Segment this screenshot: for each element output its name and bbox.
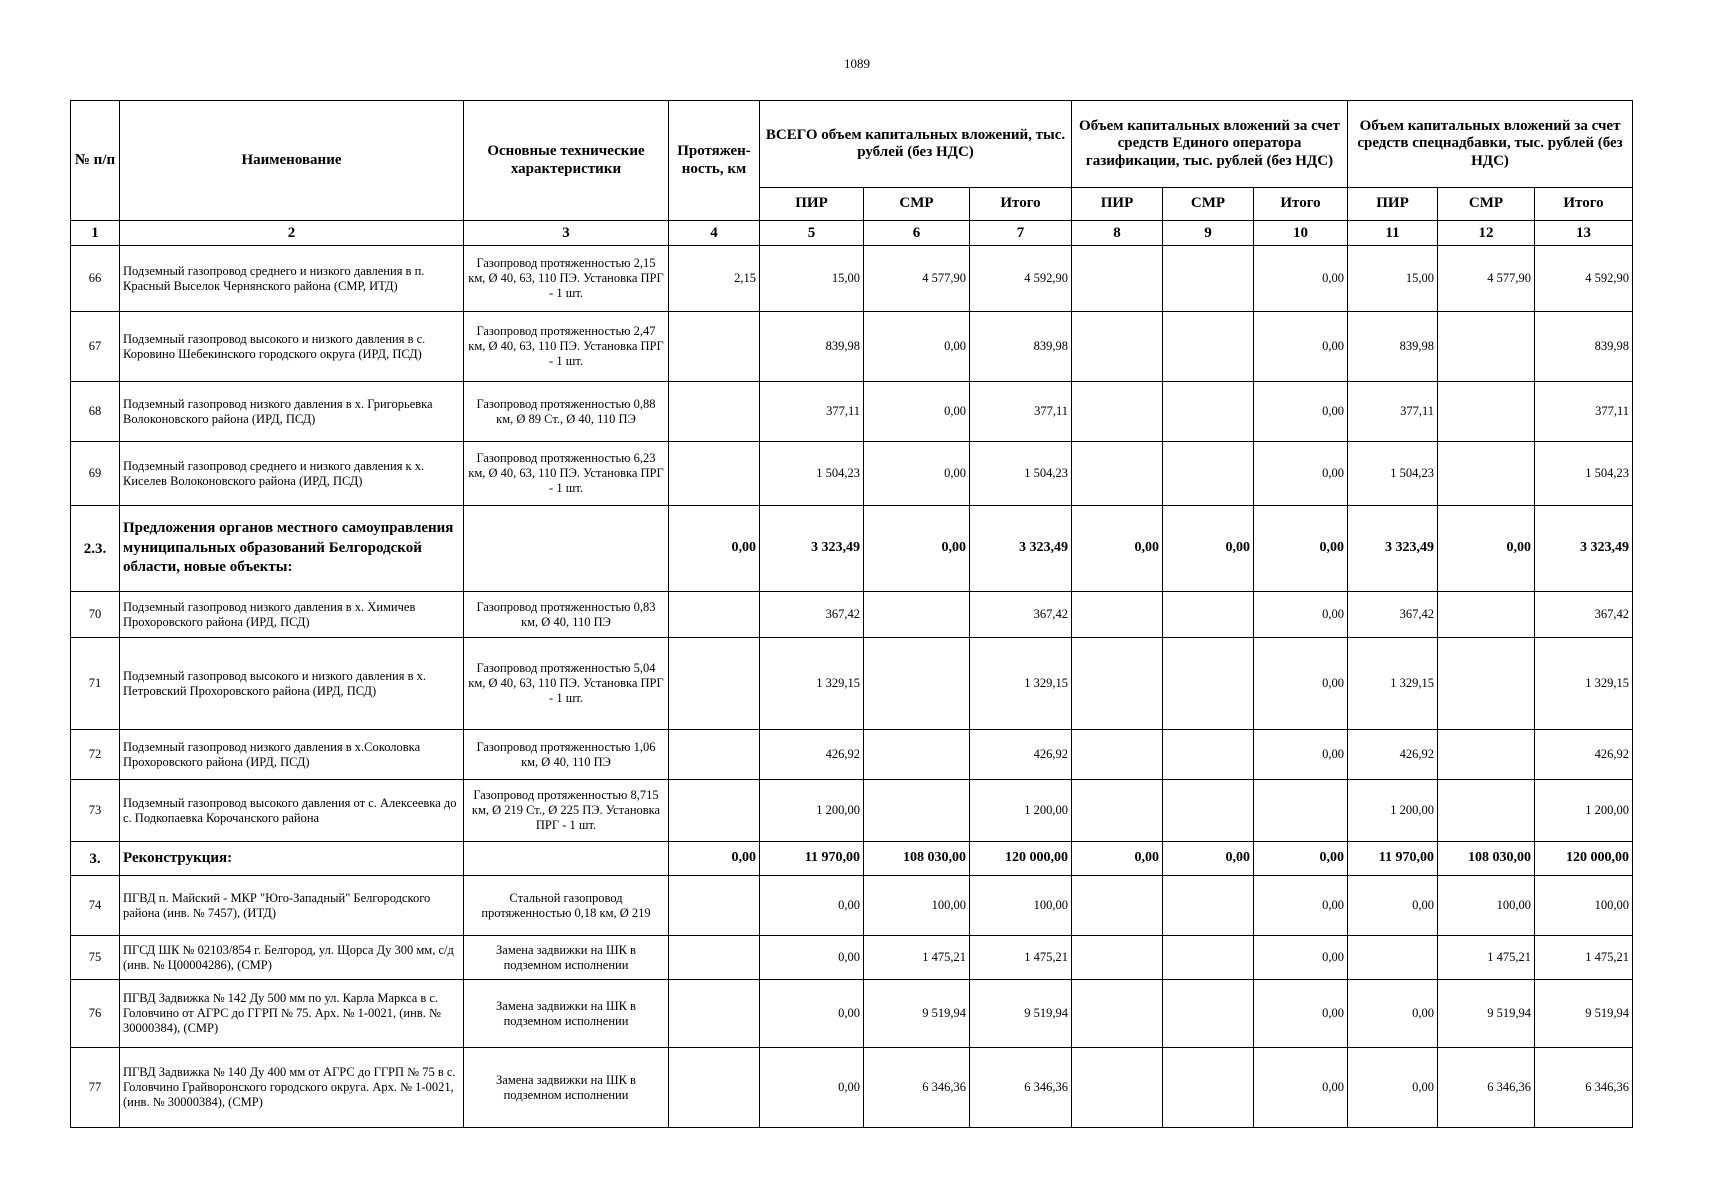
column-number: 12 bbox=[1438, 221, 1535, 246]
operator-sum: 0,00 bbox=[1254, 246, 1348, 312]
header-num: № п/п bbox=[71, 101, 120, 221]
operator-pir: 0,00 bbox=[1072, 506, 1163, 592]
total-smr: 0,00 bbox=[864, 312, 970, 382]
column-number: 9 bbox=[1163, 221, 1254, 246]
total-pir: 1 329,15 bbox=[760, 638, 864, 730]
total-smr: 6 346,36 bbox=[864, 1048, 970, 1128]
total-smr: 9 519,94 bbox=[864, 980, 970, 1048]
table-row bbox=[71, 442, 1633, 506]
tech-specs: Газопровод протяженностью 6,23 км, Ø 40, 63, 110 ПЭ. Установка ПРГ - 1 шт. bbox=[464, 442, 669, 506]
special-smr bbox=[1438, 442, 1535, 506]
total-sum: 839,98 bbox=[970, 312, 1072, 382]
special-pir: 15,00 bbox=[1348, 246, 1438, 312]
object-name: Подземный газопровод среднего и низкого давления в п. Красный Выселок Чернянского района (СМР, ИТД) bbox=[120, 246, 464, 312]
header-smr: СМР bbox=[1163, 188, 1254, 221]
operator-smr bbox=[1163, 876, 1254, 936]
total-smr: 108 030,00 bbox=[864, 842, 970, 876]
column-number: 11 bbox=[1348, 221, 1438, 246]
length-km: 0,00 bbox=[669, 506, 760, 592]
total-sum: 1 329,15 bbox=[970, 638, 1072, 730]
operator-smr bbox=[1163, 442, 1254, 506]
row-number: 77 bbox=[71, 1048, 120, 1128]
header-group-total: ВСЕГО объем капитальных вложений, тыс. рублей (без НДС) bbox=[760, 101, 1072, 188]
table-row bbox=[71, 730, 1633, 780]
object-name: Реконструкция: bbox=[120, 842, 464, 876]
special-smr: 9 519,94 bbox=[1438, 980, 1535, 1048]
special-pir: 3 323,49 bbox=[1348, 506, 1438, 592]
operator-sum: 0,00 bbox=[1254, 1048, 1348, 1128]
total-pir: 426,92 bbox=[760, 730, 864, 780]
total-pir: 1 504,23 bbox=[760, 442, 864, 506]
capital-investment-table bbox=[70, 100, 1633, 1128]
operator-pir bbox=[1072, 876, 1163, 936]
total-pir: 0,00 bbox=[760, 876, 864, 936]
column-number: 4 bbox=[669, 221, 760, 246]
operator-pir bbox=[1072, 246, 1163, 312]
tech-specs: Замена задвижки на ШК в подземном исполнении bbox=[464, 936, 669, 980]
table-row bbox=[71, 780, 1633, 842]
length-km bbox=[669, 730, 760, 780]
special-pir: 377,11 bbox=[1348, 382, 1438, 442]
object-name: ПГВД п. Майский - МКР "Юго-Западный" Белгородского района (инв. № 7457), (ИТД) bbox=[120, 876, 464, 936]
tech-specs bbox=[464, 506, 669, 592]
operator-sum: 0,00 bbox=[1254, 842, 1348, 876]
tech-specs: Газопровод протяженностью 5,04 км, Ø 40, 63, 110 ПЭ. Установка ПРГ - 1 шт. bbox=[464, 638, 669, 730]
tech-specs: Газопровод протяженностью 0,88 км, Ø 89 Ст., Ø 40, 110 ПЭ bbox=[464, 382, 669, 442]
total-pir: 0,00 bbox=[760, 936, 864, 980]
total-sum: 377,11 bbox=[970, 382, 1072, 442]
row-number: 71 bbox=[71, 638, 120, 730]
header-smr: СМР bbox=[864, 188, 970, 221]
special-pir: 11 970,00 bbox=[1348, 842, 1438, 876]
tech-specs: Газопровод протяженностью 8,715 км, Ø 219 Ст., Ø 225 ПЭ. Установка ПРГ - 1 шт. bbox=[464, 780, 669, 842]
special-smr: 0,00 bbox=[1438, 506, 1535, 592]
special-sum: 1 504,23 bbox=[1535, 442, 1633, 506]
special-sum: 426,92 bbox=[1535, 730, 1633, 780]
operator-smr bbox=[1163, 592, 1254, 638]
tech-specs bbox=[464, 842, 669, 876]
total-sum: 9 519,94 bbox=[970, 980, 1072, 1048]
total-pir: 1 200,00 bbox=[760, 780, 864, 842]
operator-sum: 0,00 bbox=[1254, 592, 1348, 638]
special-pir: 0,00 bbox=[1348, 876, 1438, 936]
total-sum: 100,00 bbox=[970, 876, 1072, 936]
operator-smr: 0,00 bbox=[1163, 506, 1254, 592]
length-km: 2,15 bbox=[669, 246, 760, 312]
special-sum: 120 000,00 bbox=[1535, 842, 1633, 876]
tech-specs: Замена задвижки на ШК в подземном исполнении bbox=[464, 980, 669, 1048]
row-number: 66 bbox=[71, 246, 120, 312]
special-sum: 367,42 bbox=[1535, 592, 1633, 638]
operator-smr bbox=[1163, 730, 1254, 780]
operator-sum: 0,00 bbox=[1254, 936, 1348, 980]
header-pir: ПИР bbox=[760, 188, 864, 221]
object-name: ПГВД Задвижка № 142 Ду 500 мм по ул. Карла Маркса в с. Головчино от АГРС до ГГРП № 75. Арх. № 1-0021, (инв. № 30000384), (СМР) bbox=[120, 980, 464, 1048]
header-row bbox=[71, 101, 1633, 188]
special-smr: 4 577,90 bbox=[1438, 246, 1535, 312]
table-row bbox=[71, 638, 1633, 730]
special-sum: 6 346,36 bbox=[1535, 1048, 1633, 1128]
operator-sum: 0,00 bbox=[1254, 730, 1348, 780]
special-sum: 4 592,90 bbox=[1535, 246, 1633, 312]
header-pir: ПИР bbox=[1348, 188, 1438, 221]
operator-sum bbox=[1254, 780, 1348, 842]
operator-smr bbox=[1163, 980, 1254, 1048]
column-number: 2 bbox=[120, 221, 464, 246]
total-smr: 4 577,90 bbox=[864, 246, 970, 312]
header-tech: Основные технические характеристики bbox=[464, 101, 669, 221]
column-number: 7 bbox=[970, 221, 1072, 246]
special-smr bbox=[1438, 312, 1535, 382]
length-km bbox=[669, 1048, 760, 1128]
table-body bbox=[71, 246, 1633, 1128]
column-number: 3 bbox=[464, 221, 669, 246]
column-number-row bbox=[71, 221, 1633, 246]
row-number: 67 bbox=[71, 312, 120, 382]
special-smr: 108 030,00 bbox=[1438, 842, 1535, 876]
operator-pir bbox=[1072, 980, 1163, 1048]
operator-pir bbox=[1072, 592, 1163, 638]
total-smr bbox=[864, 730, 970, 780]
special-smr bbox=[1438, 592, 1535, 638]
row-number: 3. bbox=[71, 842, 120, 876]
object-name: ПГСД ШК № 02103/854 г. Белгород, ул. Щорса Ду 300 мм, с/д (инв. № Ц00004286), (СМР) bbox=[120, 936, 464, 980]
total-smr bbox=[864, 592, 970, 638]
operator-pir: 0,00 bbox=[1072, 842, 1163, 876]
operator-pir bbox=[1072, 1048, 1163, 1128]
special-smr: 100,00 bbox=[1438, 876, 1535, 936]
length-km bbox=[669, 936, 760, 980]
special-pir bbox=[1348, 936, 1438, 980]
header-total: Итого bbox=[1254, 188, 1348, 221]
operator-pir bbox=[1072, 442, 1163, 506]
special-pir: 1 200,00 bbox=[1348, 780, 1438, 842]
operator-smr bbox=[1163, 1048, 1254, 1128]
object-name: Подземный газопровод высокого давления от с. Алексеевка до с. Подкопаевка Корочанского района bbox=[120, 780, 464, 842]
special-sum: 3 323,49 bbox=[1535, 506, 1633, 592]
operator-sum: 0,00 bbox=[1254, 506, 1348, 592]
operator-pir bbox=[1072, 312, 1163, 382]
operator-sum: 0,00 bbox=[1254, 980, 1348, 1048]
section-row bbox=[71, 842, 1633, 876]
header-total: Итого bbox=[970, 188, 1072, 221]
total-smr: 0,00 bbox=[864, 442, 970, 506]
total-smr: 100,00 bbox=[864, 876, 970, 936]
operator-smr bbox=[1163, 312, 1254, 382]
table-row bbox=[71, 312, 1633, 382]
special-sum: 100,00 bbox=[1535, 876, 1633, 936]
special-pir: 0,00 bbox=[1348, 1048, 1438, 1128]
special-pir: 0,00 bbox=[1348, 980, 1438, 1048]
operator-pir bbox=[1072, 638, 1163, 730]
row-number: 75 bbox=[71, 936, 120, 980]
special-pir: 839,98 bbox=[1348, 312, 1438, 382]
operator-sum: 0,00 bbox=[1254, 312, 1348, 382]
total-sum: 6 346,36 bbox=[970, 1048, 1072, 1128]
special-smr: 1 475,21 bbox=[1438, 936, 1535, 980]
table-row bbox=[71, 936, 1633, 980]
table-row bbox=[71, 592, 1633, 638]
table-row bbox=[71, 246, 1633, 312]
operator-pir bbox=[1072, 730, 1163, 780]
total-sum: 3 323,49 bbox=[970, 506, 1072, 592]
column-number: 8 bbox=[1072, 221, 1163, 246]
operator-sum: 0,00 bbox=[1254, 638, 1348, 730]
special-pir: 1 329,15 bbox=[1348, 638, 1438, 730]
special-smr bbox=[1438, 382, 1535, 442]
header-name: Наименование bbox=[120, 101, 464, 221]
header-pir: ПИР bbox=[1072, 188, 1163, 221]
total-pir: 3 323,49 bbox=[760, 506, 864, 592]
operator-pir bbox=[1072, 382, 1163, 442]
length-km bbox=[669, 876, 760, 936]
special-sum: 9 519,94 bbox=[1535, 980, 1633, 1048]
total-sum: 1 200,00 bbox=[970, 780, 1072, 842]
total-pir: 367,42 bbox=[760, 592, 864, 638]
row-number: 74 bbox=[71, 876, 120, 936]
special-smr bbox=[1438, 638, 1535, 730]
operator-sum: 0,00 bbox=[1254, 382, 1348, 442]
special-pir: 367,42 bbox=[1348, 592, 1438, 638]
section-row bbox=[71, 506, 1633, 592]
total-smr: 0,00 bbox=[864, 382, 970, 442]
special-smr: 6 346,36 bbox=[1438, 1048, 1535, 1128]
operator-smr bbox=[1163, 246, 1254, 312]
row-number: 68 bbox=[71, 382, 120, 442]
operator-smr bbox=[1163, 382, 1254, 442]
total-pir: 11 970,00 bbox=[760, 842, 864, 876]
length-km bbox=[669, 312, 760, 382]
total-sum: 1 504,23 bbox=[970, 442, 1072, 506]
tech-specs: Замена задвижки на ШК в подземном исполнении bbox=[464, 1048, 669, 1128]
object-name: Подземный газопровод среднего и низкого давления к х. Киселев Волоконовского района (ИРД, ПСД) bbox=[120, 442, 464, 506]
object-name: Подземный газопровод высокого и низкого давления в х. Петровский Прохоровского района (ИРД, ПСД) bbox=[120, 638, 464, 730]
special-sum: 377,11 bbox=[1535, 382, 1633, 442]
tech-specs: Газопровод протяженностью 0,83 км, Ø 40, 110 ПЭ bbox=[464, 592, 669, 638]
column-number: 13 bbox=[1535, 221, 1633, 246]
operator-smr bbox=[1163, 936, 1254, 980]
length-km bbox=[669, 592, 760, 638]
row-number: 69 bbox=[71, 442, 120, 506]
tech-specs: Газопровод протяженностью 2,47 км, Ø 40, 63, 110 ПЭ. Установка ПРГ - 1 шт. bbox=[464, 312, 669, 382]
operator-smr: 0,00 bbox=[1163, 842, 1254, 876]
total-smr: 1 475,21 bbox=[864, 936, 970, 980]
length-km bbox=[669, 638, 760, 730]
total-sum: 367,42 bbox=[970, 592, 1072, 638]
special-sum: 1 475,21 bbox=[1535, 936, 1633, 980]
length-km bbox=[669, 780, 760, 842]
row-number: 76 bbox=[71, 980, 120, 1048]
object-name: Подземный газопровод низкого давления в х. Химичев Прохоровского района (ИРД, ПСД) bbox=[120, 592, 464, 638]
table-row bbox=[71, 980, 1633, 1048]
total-smr bbox=[864, 638, 970, 730]
column-number: 10 bbox=[1254, 221, 1348, 246]
header-group-operator: Объем капитальных вложений за счет средств Единого оператора газификации, тыс. рублей (без НДС) bbox=[1072, 101, 1348, 188]
table-row bbox=[71, 876, 1633, 936]
row-number: 73 bbox=[71, 780, 120, 842]
operator-smr bbox=[1163, 780, 1254, 842]
column-number: 6 bbox=[864, 221, 970, 246]
special-sum: 1 329,15 bbox=[1535, 638, 1633, 730]
object-name: Подземный газопровод низкого давления в х. Григорьевка Волоконовского района (ИРД, ПСД) bbox=[120, 382, 464, 442]
page-number: 1089 bbox=[844, 56, 870, 71]
special-smr bbox=[1438, 780, 1535, 842]
operator-pir bbox=[1072, 936, 1163, 980]
total-pir: 377,11 bbox=[760, 382, 864, 442]
tech-specs: Газопровод протяженностью 2,15 км, Ø 40, 63, 110 ПЭ. Установка ПРГ - 1 шт. bbox=[464, 246, 669, 312]
total-pir: 15,00 bbox=[760, 246, 864, 312]
length-km bbox=[669, 382, 760, 442]
tech-specs: Стальной газопровод протяженностью 0,18 км, Ø 219 bbox=[464, 876, 669, 936]
length-km: 0,00 bbox=[669, 842, 760, 876]
object-name: Подземный газопровод низкого давления в х.Соколовка Прохоровского района (ИРД, ПСД) bbox=[120, 730, 464, 780]
row-number: 70 bbox=[71, 592, 120, 638]
total-pir: 0,00 bbox=[760, 1048, 864, 1128]
header-group-special: Объем капитальных вложений за счет средств спецнадбавки, тыс. рублей (без НДС) bbox=[1348, 101, 1633, 188]
header-length: Протяжен-ность, км bbox=[669, 101, 760, 221]
table-row bbox=[71, 1048, 1633, 1128]
special-sum: 839,98 bbox=[1535, 312, 1633, 382]
operator-sum: 0,00 bbox=[1254, 442, 1348, 506]
tech-specs: Газопровод протяженностью 1,06 км, Ø 40, 110 ПЭ bbox=[464, 730, 669, 780]
total-sum: 120 000,00 bbox=[970, 842, 1072, 876]
row-number: 2.3. bbox=[71, 506, 120, 592]
total-sum: 426,92 bbox=[970, 730, 1072, 780]
total-smr: 0,00 bbox=[864, 506, 970, 592]
operator-pir bbox=[1072, 780, 1163, 842]
length-km bbox=[669, 442, 760, 506]
column-number: 5 bbox=[760, 221, 864, 246]
column-number: 1 bbox=[71, 221, 120, 246]
object-name: Подземный газопровод высокого и низкого давления в с. Коровино Шебекинского городского округа (ИРД, ПСД) bbox=[120, 312, 464, 382]
total-pir: 0,00 bbox=[760, 980, 864, 1048]
total-sum: 4 592,90 bbox=[970, 246, 1072, 312]
object-name: Предложения органов местного самоуправления муниципальных образований Белгородской области, новые объекты: bbox=[120, 506, 464, 592]
total-sum: 1 475,21 bbox=[970, 936, 1072, 980]
table-row bbox=[71, 382, 1633, 442]
total-smr bbox=[864, 780, 970, 842]
operator-smr bbox=[1163, 638, 1254, 730]
length-km bbox=[669, 980, 760, 1048]
object-name: ПГВД Задвижка № 140 Ду 400 мм от АГРС до ГГРП № 75 в с. Головчино Грайворонского городского округа. Арх. № 1-0021, (инв. № 30000384), (СМР) bbox=[120, 1048, 464, 1128]
row-number: 72 bbox=[71, 730, 120, 780]
header-smr: СМР bbox=[1438, 188, 1535, 221]
operator-sum: 0,00 bbox=[1254, 876, 1348, 936]
header-total: Итого bbox=[1535, 188, 1633, 221]
total-pir: 839,98 bbox=[760, 312, 864, 382]
special-smr bbox=[1438, 730, 1535, 780]
special-pir: 426,92 bbox=[1348, 730, 1438, 780]
special-pir: 1 504,23 bbox=[1348, 442, 1438, 506]
special-sum: 1 200,00 bbox=[1535, 780, 1633, 842]
